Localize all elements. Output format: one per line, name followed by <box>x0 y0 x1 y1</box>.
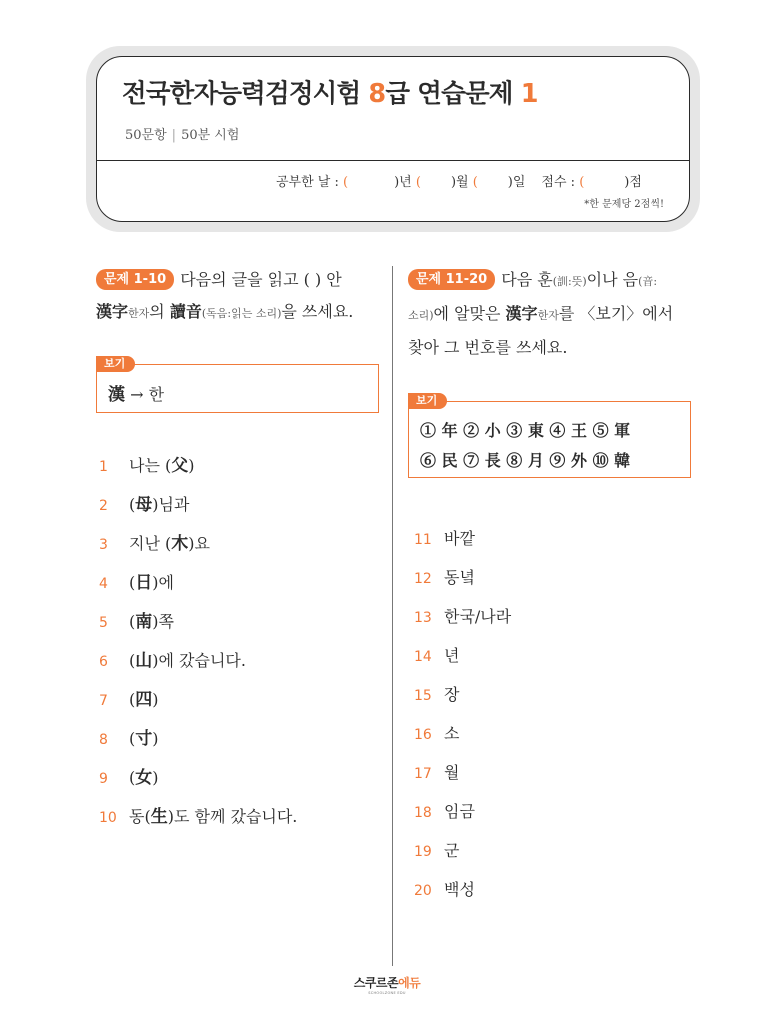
question-number: 3 <box>99 537 108 553</box>
day-label: )일 <box>507 175 526 190</box>
question-3: 3 지난 (木)요 <box>99 532 210 556</box>
question-meaning: 한국/나라 <box>444 607 512 626</box>
question-6: 6 (山)에 갔습니다. <box>99 649 246 673</box>
year-label: )년 <box>394 175 416 190</box>
question-20 <box>414 878 475 902</box>
question-number: 16 <box>414 727 432 743</box>
date-label: 공부한 날 : <box>276 175 344 190</box>
right-example-label: 보기 <box>408 393 447 409</box>
question-4: 4 (日)에 <box>99 571 174 595</box>
right-example-row-2: ⑥ 民 ⑦ 長 ⑧ 月 ⑨ 外 ⑩ 韓 <box>420 451 631 470</box>
score-note: *한 문제당 2점씩! <box>584 199 664 210</box>
question-number: 19 <box>414 844 432 860</box>
score-label: 점수 : <box>541 175 580 190</box>
question-16 <box>414 722 459 746</box>
left-problem-badge: 문제 1-10 <box>96 269 174 290</box>
question-15 <box>414 683 459 707</box>
question-8: 8 (寸) <box>99 727 159 751</box>
question-number: 6 <box>99 654 108 670</box>
question-meaning: 바깥 <box>444 529 475 548</box>
question-meaning: 군 <box>444 841 460 860</box>
header-divider <box>96 160 690 161</box>
page-title: 전국한자능력검정시험 8급 연습문제 1 <box>122 79 538 109</box>
question-18 <box>414 800 475 824</box>
question-number: 9 <box>99 771 108 787</box>
info-separator: | <box>171 128 177 143</box>
right-instruction: 문제 11-20 다음 훈(訓:뜻)이나 음(音: 소리)에 알맞은 漢字한자를 〈보기〉에서 찾아 그 번호를 쓰세요. <box>408 270 674 357</box>
question-12 <box>414 566 475 590</box>
question-number: 4 <box>99 576 108 592</box>
question-number: 1 <box>99 459 108 475</box>
question-11 <box>414 527 475 551</box>
exam-info <box>125 124 239 143</box>
hanja-target: 寸 <box>135 729 153 749</box>
question-meaning: 임금 <box>444 802 475 821</box>
question-meaning: 년 <box>444 646 460 665</box>
question-meaning: 장 <box>444 685 460 704</box>
question-number: 2 <box>99 498 108 514</box>
question-7: 7 (四) <box>99 688 159 712</box>
score-unit: )점 <box>624 175 642 190</box>
left-example-text: 漢 → 한 <box>108 385 165 405</box>
hanja-target: 父 <box>171 456 189 476</box>
left-example-label: 보기 <box>96 356 135 372</box>
question-number: 10 <box>99 810 117 826</box>
hanja-target: 生 <box>150 807 168 827</box>
question-number: 15 <box>414 688 432 704</box>
study-date-row: 공부한 날 : ( )년 ( )월 ( )일 점수 : ( )점 <box>276 175 642 190</box>
question-number: 8 <box>99 732 108 748</box>
hanja-target: 日 <box>135 573 153 593</box>
question-9: 9 (女) <box>99 766 159 790</box>
hanja-target: 母 <box>135 495 153 515</box>
question-number: 11 <box>414 532 432 548</box>
question-meaning: 백성 <box>444 880 475 899</box>
right-example-row-1: ① 年 ② 小 ③ 東 ④ 王 ⑤ 軍 <box>420 421 631 440</box>
question-count: 50문항 <box>125 128 167 143</box>
question-number: 13 <box>414 610 432 626</box>
exam-time: 50분 시험 <box>181 128 240 143</box>
question-number: 18 <box>414 805 432 821</box>
publisher-logo: 스쿠르존에듀 SCHOOLZONE EDU <box>353 976 421 995</box>
hanja-target: 四 <box>135 690 153 710</box>
hanja-target: 女 <box>135 768 153 788</box>
question-meaning: 동녘 <box>444 568 475 587</box>
question-2: 2 (母)님과 <box>99 493 189 517</box>
question-10: 10 동(生)도 함께 갔습니다. <box>99 805 297 829</box>
question-number: 17 <box>414 766 432 782</box>
hanja-target: 山 <box>135 651 153 671</box>
left-instruction: 문제 1-10 다음의 글을 읽고 ( ) 안 漢字한자의 讀音(독음:읽는 소리)을 쓰세요. <box>96 270 354 321</box>
column-divider <box>392 266 393 966</box>
question-5: 5 (南)쪽 <box>99 610 174 634</box>
question-number: 12 <box>414 571 432 587</box>
hanja-target: 南 <box>135 612 153 632</box>
question-meaning: 월 <box>444 763 460 782</box>
question-number: 14 <box>414 649 432 665</box>
question-14 <box>414 644 459 668</box>
question-meaning: 소 <box>444 724 460 743</box>
right-problem-badge: 문제 11-20 <box>408 269 495 290</box>
hanja-target: 木 <box>171 534 189 554</box>
question-13 <box>414 605 511 629</box>
question-17 <box>414 761 459 785</box>
question-19 <box>414 839 459 863</box>
question-number: 7 <box>99 693 108 709</box>
question-number: 20 <box>414 883 432 899</box>
month-label: )월 <box>450 175 473 190</box>
question-1: 1 나는 (父) <box>99 454 195 478</box>
question-number: 5 <box>99 615 108 631</box>
